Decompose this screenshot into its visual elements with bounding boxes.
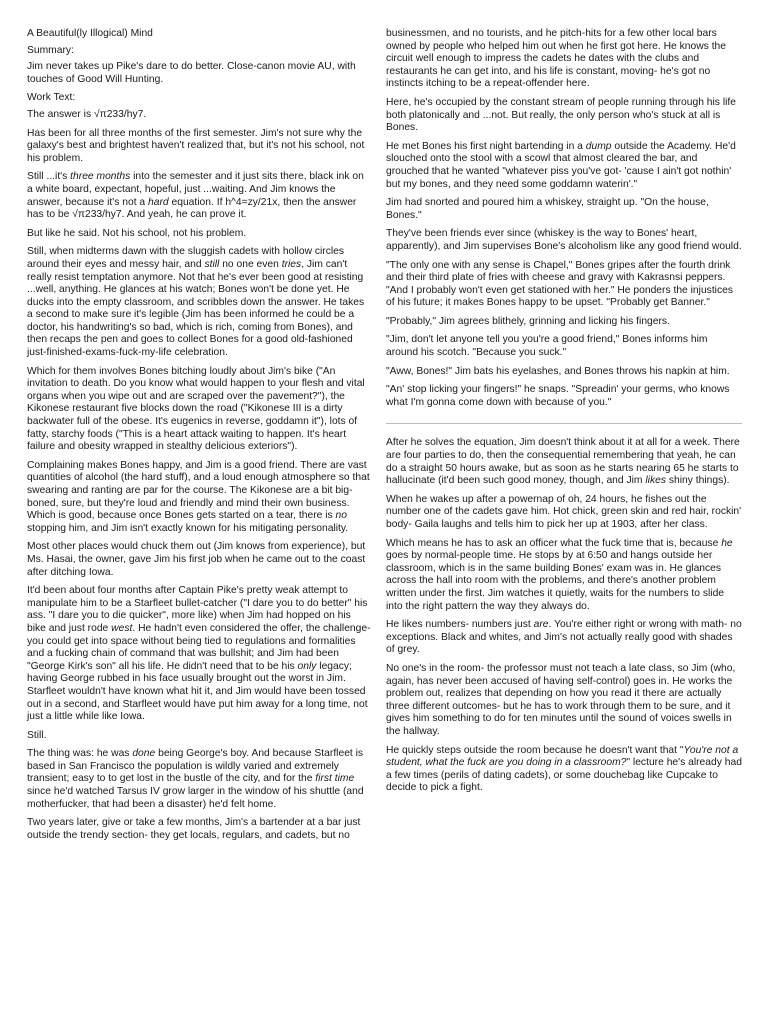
- italic-text: three months: [70, 171, 131, 183]
- body-paragraph: [27, 748, 372, 811]
- text-run: No one's in the room- the professor must not teach a late class, so Jim (who, again, has never been accused of having self-control) goes in. He works the problem out, realizes that depending on how you read it there are actually three different outcomes- but he has to work through them to be sure, and it gives him something to do for ten minutes until the sound of voices swells in the hallway.: [386, 662, 736, 737]
- text-run: equation. If h^4=zy/21x, then the answer has to be √π233/hy7. And yeah, he can prove it.: [27, 196, 357, 221]
- text-run: Complaining makes Bones happy, and Jim is a good friend. There are vast quantities of alcohol (the hard stuff), and a loud enough atmosphere so that swearing and ranting are par for the course. The Kikonese are a bit big-boned, sure, but they're loud and friendly and mind their own business. Which is good, because once Bones gets started on a tear, there is: [27, 459, 370, 522]
- text-run: . He hadn't even considered the offer, the challenge- you could get into space without being tied to regulations and formalities and a fucking chain of command that was bullshit; and Jim had been "George Kirk's son" all his life. He didn't need that to be his: [27, 622, 371, 672]
- body-paragraph: [27, 171, 372, 221]
- body-paragraph: [386, 28, 742, 91]
- body-paragraph: [386, 260, 742, 310]
- body-paragraph: [386, 197, 742, 222]
- body-paragraph: [386, 316, 742, 329]
- italic-text: tries: [281, 258, 302, 270]
- text-run: into the semester and it just sits there, black ink on a white board, expectant, hopeful, just ...waiting. And Jim knows the answer, because it's not a: [27, 171, 364, 208]
- body-paragraph: [27, 585, 372, 724]
- body-paragraph: [27, 109, 372, 122]
- text-run: "Probably," Jim agrees blithely, grinning and licking his fingers.: [386, 315, 670, 327]
- body-paragraph: [27, 730, 372, 743]
- italic-text: likes: [645, 475, 666, 487]
- body-paragraph: [386, 494, 742, 532]
- text-run: But like he said. Not his school, not his problem.: [27, 227, 247, 239]
- text-run: The answer is √π233/hy7.: [27, 108, 147, 120]
- text-run: . You're either right or wrong with math- no exceptions. Black and whites, and Jim's not actually really good with shades of grey.: [386, 619, 742, 656]
- right-column: [386, 28, 742, 801]
- text-run: Here, he's occupied by the constant stream of people running through his life both platonically and ...not. But really, the only person who's stuck at all is Bones.: [386, 96, 736, 134]
- italic-text: hard: [148, 196, 169, 208]
- text-run: " lecture he's already had a few times (perils of dating cadets), or some douchebag like Cupcake to decide to pick a fight.: [386, 757, 742, 794]
- text-run: The thing was: he was: [27, 748, 133, 760]
- italic-text: no: [335, 510, 347, 522]
- text-run: goes by normal-people time. He stops by at 6:50 and hangs outside her classroom, which is in the same building Bones' exam was in. He glances across the hall into room with the problems, and there's another problem written under the first. Jim watches it quietly, waits for the numbers to slide into the right pattern the way they always do.: [386, 550, 725, 612]
- body-paragraph: [27, 128, 372, 166]
- text-run: "Aww, Bones!" Jim bats his eyelashes, and Bones throws his napkin at him.: [386, 365, 730, 377]
- text-run: outside the Academy. He'd slouched onto the stool with a scowl that almost cleared the bar, and grouched that he wanted "whatever piss you've got- 'cause I ain't got nothin' but my bones, and they need some goddamn waterin'.": [386, 140, 736, 190]
- text-run: businessmen, and no tourists, and he pitch-hits for a few other local bars owned by people who helped him out when he first got here. He knows the circuit well enough to impress the cadets he dates with the clubs and restaurants he can get into, and his life is constant, moving- he's got no instincts itching to be a repeat-offender here.: [386, 28, 727, 90]
- text-run: being George's boy. And because Starfleet is based in San Francisco the population is wildly varied and extremely transient; easy to to get lost in the bustle of the city, and for the: [27, 748, 364, 785]
- summary-label: Summary:: [27, 44, 74, 56]
- body-paragraph: [27, 817, 372, 842]
- text-run: stopping him, and Jim isn't exactly known for his mitigating personality.: [27, 522, 349, 534]
- body-paragraph: [386, 228, 742, 253]
- italic-text: he: [721, 537, 733, 549]
- italic-text: You're not a student, what the fuck are you doing in a classroom?: [386, 744, 739, 769]
- body-paragraph: [386, 97, 742, 135]
- right-body-text-top: [386, 28, 742, 409]
- text-run: Most other places would chuck them out (Jim knows from experience), but Ms. Hasai, the owner, gave Jim his first job when he came out to the coast after ditching Iowa.: [27, 541, 366, 578]
- body-paragraph: [386, 619, 742, 657]
- body-paragraph: [386, 384, 742, 409]
- text-run: no one even: [219, 258, 282, 270]
- text-run: He met Bones his first night bartending in a: [386, 140, 586, 152]
- text-run: Which means he has to ask an officer what the fuck time that is, because: [386, 537, 722, 549]
- italic-text: still: [204, 258, 220, 270]
- text-run: He likes numbers- numbers just: [386, 619, 534, 631]
- left-column: [27, 28, 372, 848]
- body-paragraph: [386, 334, 742, 359]
- body-paragraph: [386, 663, 742, 739]
- text-run: Still, when midterms dawn with the sluggish cadets with hollow circles around their eyes and messy hair, and: [27, 246, 345, 270]
- work-text-label: Work Text:: [27, 92, 76, 104]
- text-run: legacy; having George rubbed in his face usually brought out the worst in Jim. Starfleet wouldn't have known what hit it, and Jim would have been tossed out in a second, and Starfleet would have put him away for a long time, not just a little while like Iowa.: [27, 660, 368, 723]
- body-paragraph: [27, 541, 372, 579]
- italic-text: first time: [315, 773, 355, 785]
- body-paragraph: [27, 246, 372, 359]
- text-run: It'd been about four months after Captain Pike's pretty weak attempt to manipulate him to be a Starfleet bullet-catcher ("I dare you to do better" his ass. "I dare you to die quicker", more like) when Jim had hopped on his bike and just rode: [27, 585, 368, 634]
- text-run: Jim had snorted and poured him a whiskey, straight up. "On the house, Bones.": [386, 197, 709, 221]
- italic-text: west: [111, 622, 133, 634]
- summary-text: Jim never takes up Pike's dare to do better. Close-canon movie AU, with touches of Good Will Hunting.: [27, 61, 356, 85]
- italic-text: done: [132, 748, 156, 760]
- text-run: Two years later, give or take a few months, Jim's a bartender at a bar just outside the trendy section- they get locals, regulars, and cadets, but no: [27, 817, 361, 841]
- text-run: , Jim can't really resist temptation anymore. Not that he's ever been good at resisting ...well, anything. He glances at his watch; Bones won't be done yet. He ducks into the empty classroom, and scribbles down the answer. He takes a second to make sure it's legible (Jim has been informed he could be a doctor, his handwriting's so bad, which is rich, coming from Bones), and then recaps the pen and goes to collect Bones for a good old-fashioned just-finished-exams-fuck-my-life celebration.: [27, 258, 365, 359]
- italic-text: only: [297, 660, 317, 672]
- body-paragraph: [386, 437, 742, 487]
- body-paragraph: [386, 538, 742, 614]
- text-run: When he wakes up after a powernap of oh, 24 hours, he fishes out the number one of the cadets gave him. Hot chick, green skin and red hair, rockin' body- Gaila laughs and tells him to pick her up at 1903, after her class.: [386, 493, 742, 530]
- body-paragraph: [386, 745, 742, 795]
- body-paragraph: [386, 366, 742, 379]
- text-run: After he solves the equation, Jim doesn't think about it at all for a week. There are four parties to do, then the consequential remembering that yeah, he can do a straight 50 hours awake, but as soon as he starts nearing 65 he starts to hallucinate (it'd been such good money, though, and Jim: [386, 437, 740, 487]
- text-run: "An' stop licking your fingers!" he snaps. "Spreadin' your germs, who knows what I'm gonna come down with because of you.": [386, 384, 730, 408]
- section-divider: [386, 423, 742, 424]
- text-run: Which for them involves Bones bitching loudly about Jim's bike ("An invitation to death. Do you know what would happen to your flesh and vital organs when you wipe out and are scraped over the pavement?"), the Kikonese restaurant five blocks down the road ("Kikonese III is a dirty backwater full of the obese. It's eugenics in reverse, goddamn it"), lots of fatty, starchy foods ("This is a heart attack waiting to happen. It's heart failure and obesity wrapped in stealthy delicious exteriors").: [27, 365, 365, 453]
- body-paragraph: [386, 141, 742, 191]
- text-run: Has been for all three months of the first semester. Jim's not sure why the galaxy's best and brightest haven't realized that, but it's not his school, not his problem.: [27, 127, 365, 164]
- text-run: They've been friends ever since (whiskey is the way to Bones' heart, apparently), and Jim supervises Bone's alcoholism like any good friend would.: [386, 228, 742, 252]
- left-body-text: [27, 109, 372, 842]
- text-run: He quickly steps outside the room because he doesn't want that ": [386, 744, 684, 756]
- text-run: Still ...it's: [27, 171, 71, 183]
- italic-text: dump: [585, 140, 612, 152]
- italic-text: are: [533, 619, 549, 631]
- text-run: Still.: [27, 729, 47, 741]
- right-body-text-bottom: [386, 437, 742, 794]
- body-paragraph: [27, 228, 372, 241]
- body-paragraph: [27, 460, 372, 536]
- work-title: A Beautiful(ly Illogical) Mind: [27, 28, 153, 39]
- text-run: shiny things).: [665, 475, 730, 487]
- text-run: "The only one with any sense is Chapel," Bones gripes after the fourth drink and their third plate of fries with cheese and gravy with Kakrasnsi peppers. "And I probably won't even get stationed with her." He ponders the injustices of his future; it makes Bones happy to be upset. "Probably get Banner.": [386, 259, 733, 309]
- body-paragraph: [27, 366, 372, 454]
- text-run: since he'd watched Tarsus IV grow larger in the window of his shuttle (and motherfucker, that had been a disaster) he'd felt home.: [27, 786, 364, 810]
- text-run: "Jim, don't let anyone tell you you're a good friend," Bones informs him around his scotch. "Because you suck.": [386, 334, 708, 359]
